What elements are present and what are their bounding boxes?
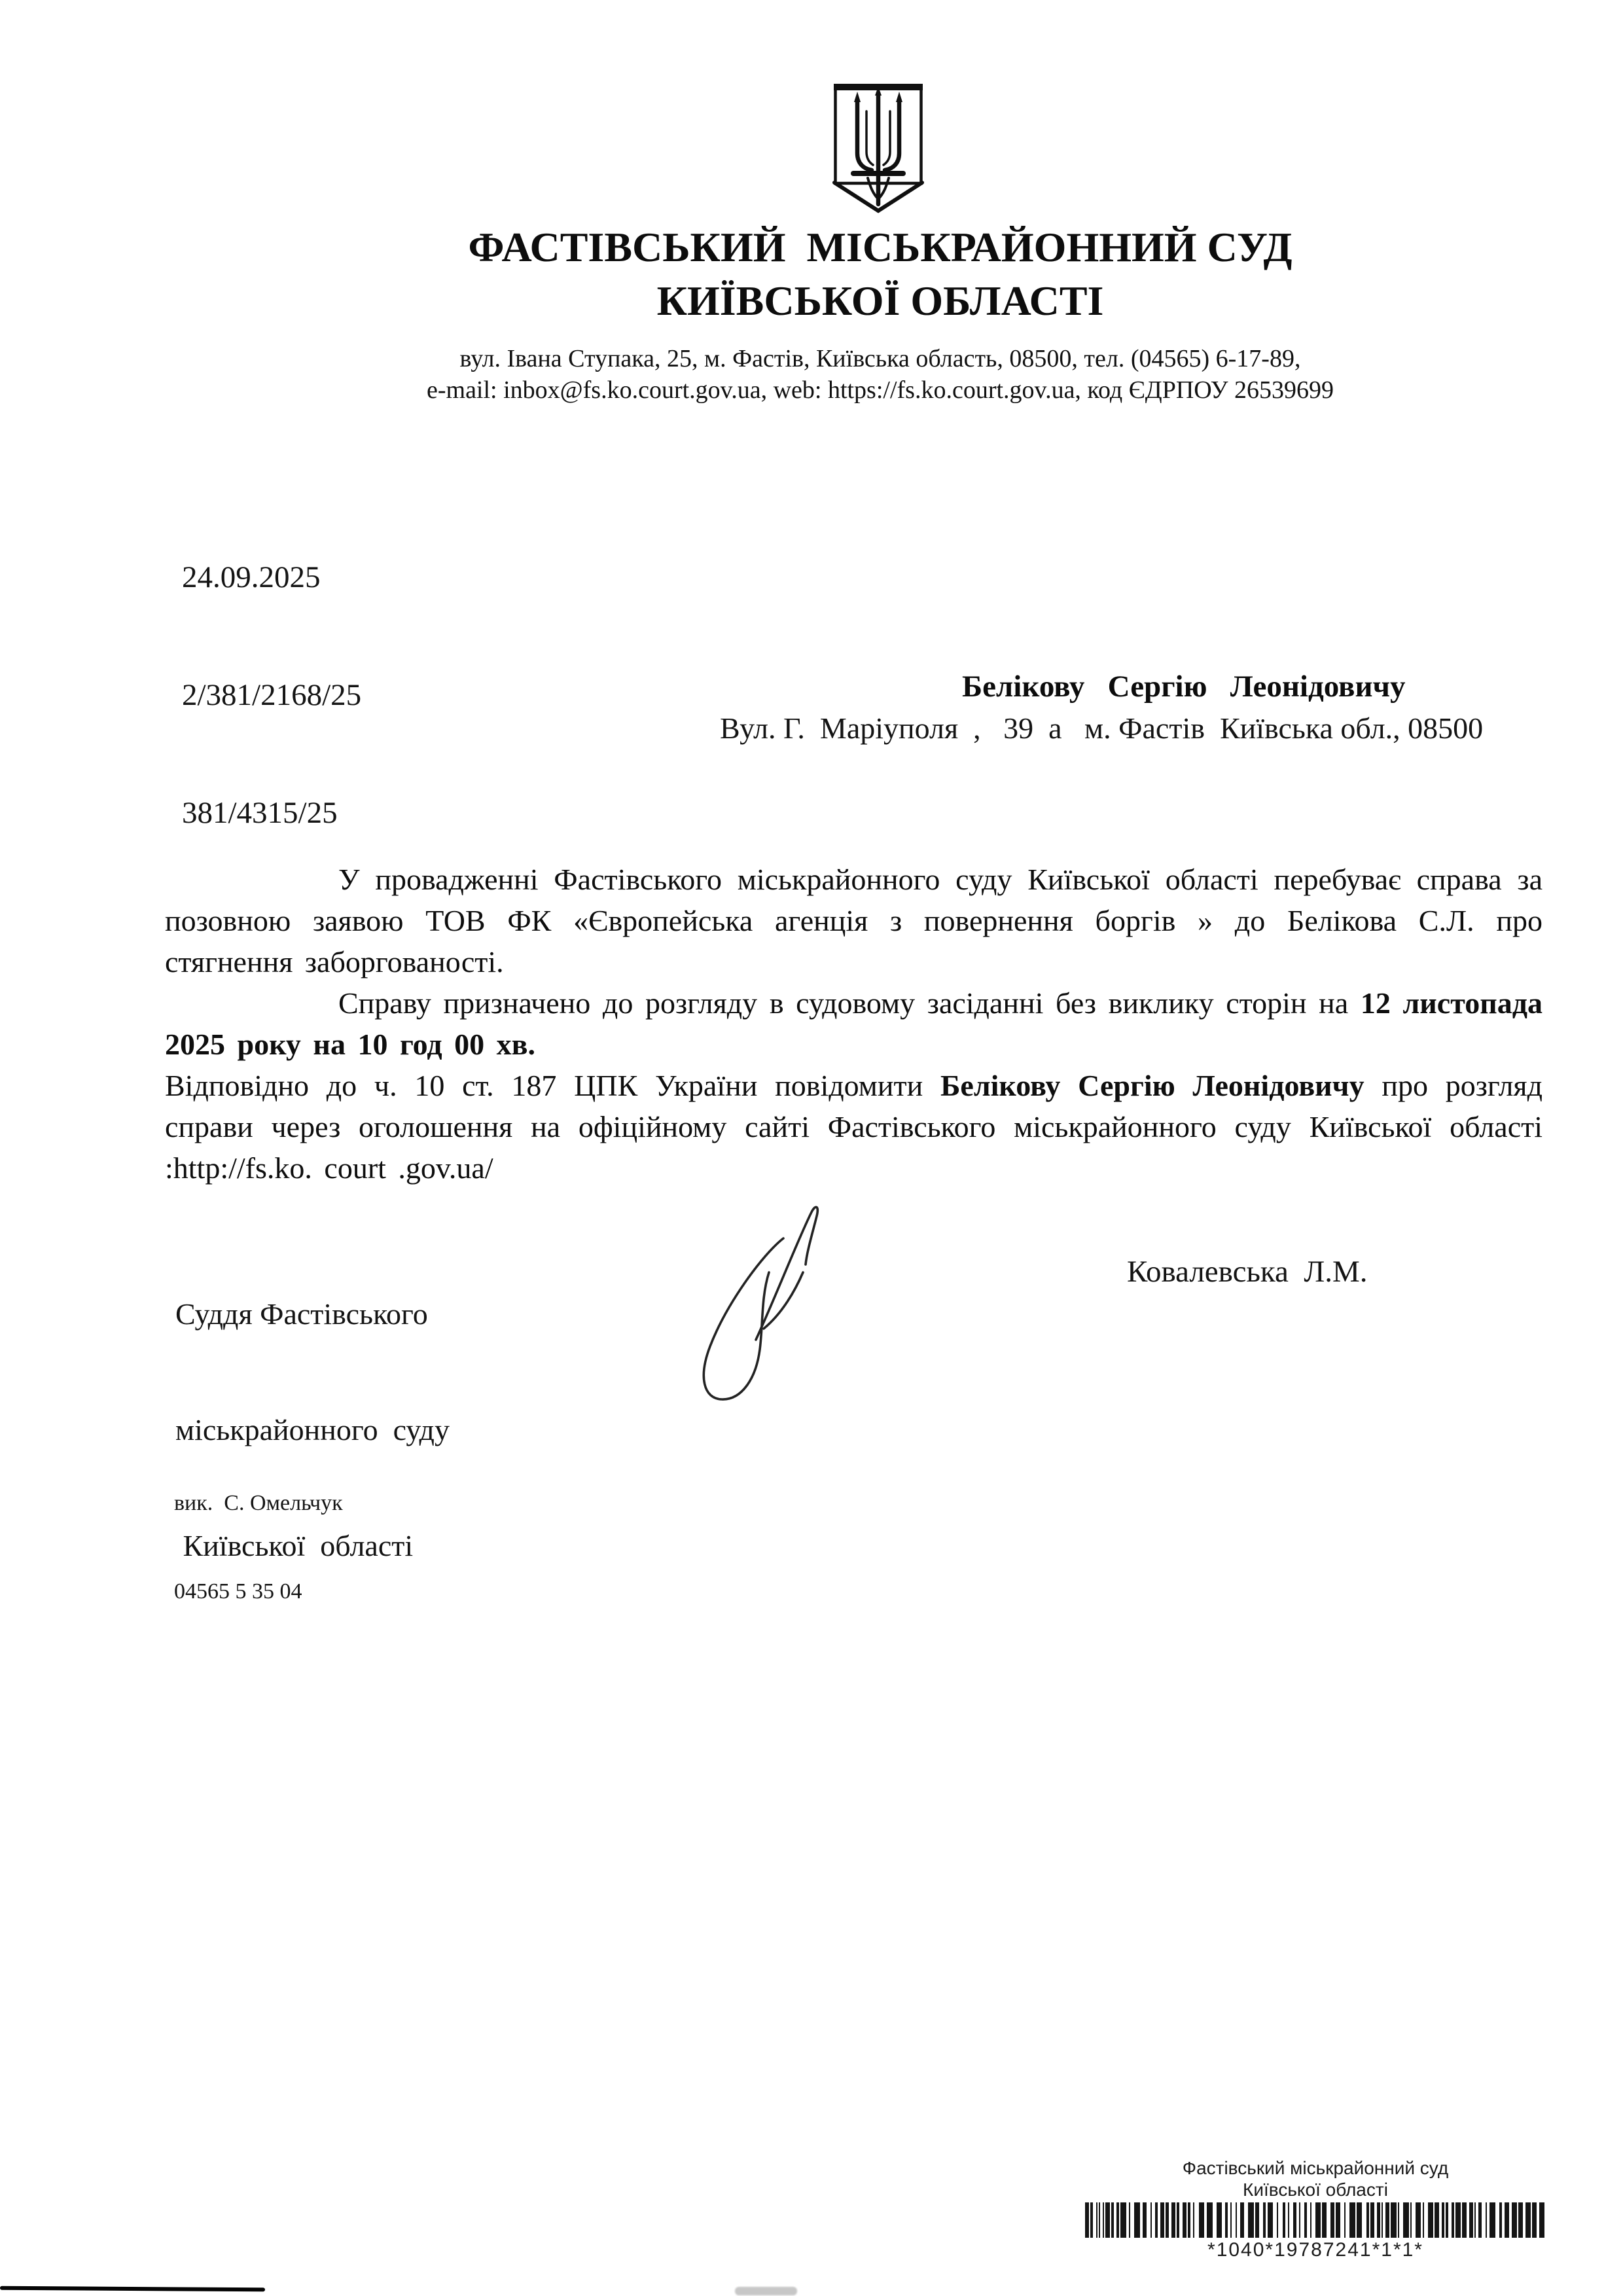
barcode-bar [1293,2202,1296,2238]
executor-name: вик. С. Омельчук [174,1491,343,1515]
barcode-bar [1090,2202,1093,2238]
body-paragraph [165,982,1543,1065]
barcode-bar [1505,2202,1508,2238]
barcode-value: *1040*19787241*1*1* [1207,2239,1423,2261]
barcode [1061,2202,1569,2238]
barcode-bar [1525,2202,1531,2238]
barcode-caption-line2: Київської області [1243,2179,1388,2200]
recipient-name: Белікову Сергію Леонідовичу [962,670,1406,704]
body-text-segment: Белікову Сергію Леонідовичу [940,1069,1364,1102]
barcode-bar [1217,2202,1222,2238]
barcode-bar [1120,2202,1126,2238]
barcode-bar [1288,2202,1289,2238]
barcode-bar [1410,2202,1412,2238]
barcode-bar [1099,2202,1100,2238]
barcode-bar [1336,2202,1340,2238]
body-paragraphs [165,859,1543,1189]
barcode-bar [1315,2202,1321,2238]
barcode-bar [1103,2202,1104,2238]
barcode-bar [1299,2202,1300,2238]
barcode-bar [1512,2202,1517,2238]
barcode-bar [1111,2202,1114,2238]
barcode-bar [1255,2202,1259,2238]
scan-artifact-smudge [735,2287,797,2295]
barcode-bar [1248,2202,1253,2238]
court-address-line: вул. Івана Ступака, 25, м. Фастів, Київська область, 08500, тел. (04565) 6-17-89, [459,345,1301,372]
handwritten-signature [690,1199,828,1403]
barcode-bar [1382,2202,1383,2238]
barcode-block [1054,2157,1577,2261]
executor-phone: 04565 5 35 04 [174,1579,302,1604]
document-date: 24.09.2025 [182,560,321,594]
barcode-bar [1240,2202,1244,2238]
barcode-bar [1150,2202,1152,2238]
barcode-bar [1462,2202,1466,2238]
proceeding-number: 381/4315/25 [182,796,338,830]
court-title-line1: ФАСТІВСЬКИЙ МІСЬКРАЙОННИЙ СУД [468,224,1293,270]
barcode-bar [1277,2202,1278,2238]
body-text-segment: У провадженні Фастівського міськрайонного суду Київської області перебуває справа за позовною заявою ТОВ ФК «Європейська агенція з повернення боргів » до Белікова С.Л. про стягнення заборгованості. [165,863,1543,978]
barcode-bar [1366,2202,1369,2238]
barcode-bar [1403,2202,1408,2238]
case-number: 2/381/2168/25 [182,678,362,712]
barcode-bar [1330,2202,1334,2238]
barcode-bar [1199,2202,1204,2238]
barcode-bar [1385,2202,1389,2238]
barcode-bar [1183,2202,1186,2238]
barcode-bar [1134,2202,1139,2238]
barcode-bar [1486,2202,1487,2238]
barcode-bar [1344,2202,1346,2238]
judge-name: Ковалевська Л.М. [1127,1255,1368,1289]
signer-title-line3: Київської області [175,1529,414,1562]
signer-title-line2: міськрайонного суду [175,1413,450,1446]
barcode-bar [1377,2202,1380,2238]
barcode-bar [1160,2202,1164,2238]
barcode-bar [1398,2202,1399,2238]
barcode-bar [1193,2202,1194,2238]
barcode-bar [1105,2202,1109,2238]
signer-title-line1: Суддя Фастівського [175,1297,428,1331]
barcode-bar [1166,2202,1168,2238]
barcode-bar [1469,2202,1473,2238]
barcode-bar [1155,2202,1158,2238]
barcode-bar [1310,2202,1311,2238]
barcode-bar [1283,2202,1285,2238]
body-text-segment: про розгляд справи через оголошення на офіційному сайті Фастівського міськрайонного суду Київської області :http://fs.ko. court .gov.ua/ [165,1069,1543,1185]
court-contacts-line: e-mail: inbox@fs.ko.court.gov.ua, web: https://fs.ko.court.gov.ua, код ЄДРПОУ 26539699 [426,376,1334,404]
barcode-bar [1116,2202,1119,2238]
barcode-bar [1435,2202,1438,2238]
barcode-bar [1349,2202,1355,2238]
barcode-bar [1357,2202,1362,2238]
body-text-segment: Відповідно до ч. 10 ст. 187 ЦПК України повідомити [165,1069,940,1102]
barcode-bar [1518,2202,1522,2238]
document-meta [182,479,361,911]
recipient-address: Вул. Г. Маріуполя , 39 а м. Фастів Київська обл., 08500 [720,711,1484,745]
barcode-bar [1499,2202,1502,2238]
body-text-segment: 12 листопада 2025 року на 10 год 00 хв. [165,986,1543,1061]
barcode-bar [1263,2202,1266,2238]
barcode-bar [1304,2202,1307,2238]
barcode-caption-line1: Фастівський міськрайонний суд [1182,2158,1449,2178]
barcode-bar [1455,2202,1461,2238]
barcode-bar [1177,2202,1179,2238]
barcode-bar [1370,2202,1374,2238]
barcode-bar [1096,2202,1097,2238]
barcode-bar [1143,2202,1147,2238]
barcode-bar [1423,2202,1424,2238]
barcode-bar [1207,2202,1212,2238]
barcode-bar [1236,2202,1237,2238]
barcode-bar [1416,2202,1421,2238]
body-paragraph [165,1065,1543,1189]
court-title-line2: КИЇВСЬКОЇ ОБЛАСТІ [656,278,1104,324]
barcode-bar [1428,2202,1433,2238]
barcode-bar [1478,2202,1481,2238]
barcode-bar [1474,2202,1476,2238]
barcode-bar [1129,2202,1130,2238]
barcode-bar [1442,2202,1444,2238]
barcode-bar [1225,2202,1228,2238]
barcode-bar [1489,2202,1495,2238]
barcode-bar [1322,2202,1326,2238]
barcode-bar [1532,2202,1536,2238]
barcode-bar [1085,2202,1089,2238]
ukraine-trident-emblem-icon [832,82,924,215]
scan-artifact-line [0,2286,265,2291]
barcode-bar [1171,2202,1175,2238]
body-paragraph [165,859,1543,982]
barcode-bar [1539,2202,1544,2238]
barcode-bar [1188,2202,1190,2238]
barcode-bar [1268,2202,1273,2238]
barcode-bar [1391,2202,1396,2238]
barcode-bar [1230,2202,1232,2238]
barcode-bar [1446,2202,1448,2238]
barcode-bar [1452,2202,1454,2238]
executor-info [174,1429,343,1665]
body-text-segment: Справу призначено до розгляду в судовому засіданні без виклику сторін на [338,986,1361,1020]
